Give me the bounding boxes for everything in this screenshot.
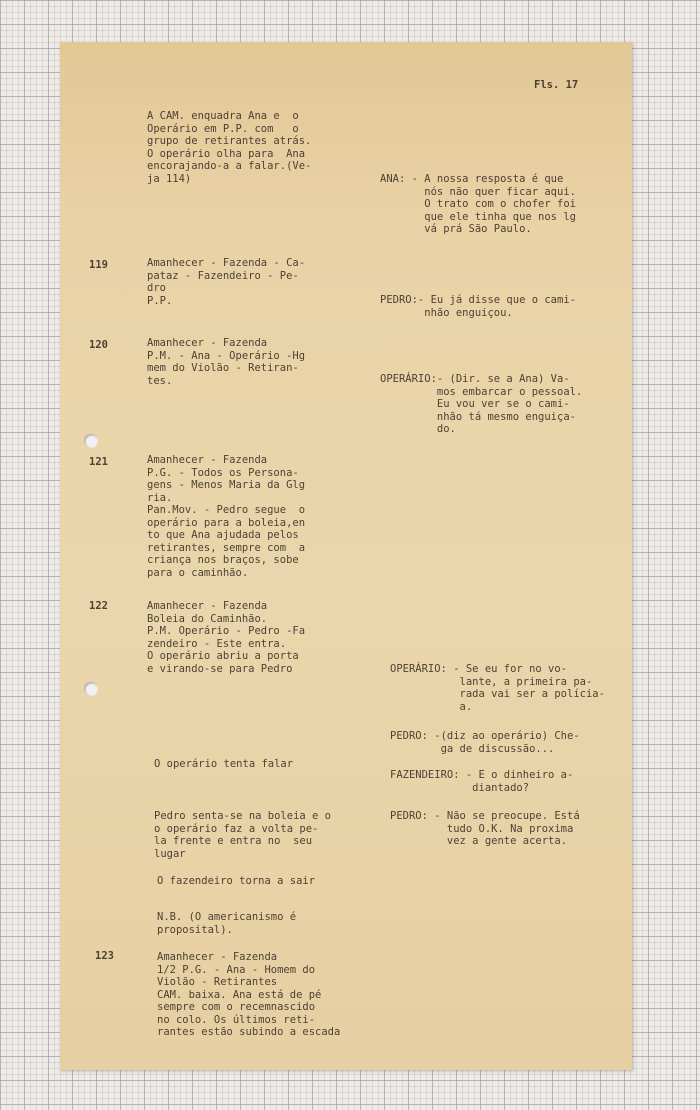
punch-hole-bottom — [84, 682, 98, 696]
scene-122-dialogue-operario: OPERÁRIO: - Se eu for no vo- lante, a primeira pa- rada vai ser a polícia- a. — [390, 663, 605, 713]
scene-120-dialogue: OPERÁRIO:- (Dir. se a Ana) Va- mos embarcar o pessoal. Eu vou ver se o cami- nhão tá mesmo enguiça- do. — [380, 373, 583, 435]
page-label: Fls. 17 — [534, 79, 579, 91]
scene-120-number: 120 — [89, 339, 108, 351]
scene-122-direction-4: O fazendeiro torna a sair — [157, 875, 316, 887]
scene-122-note: N.B. (O americanismo é proposital). — [157, 911, 297, 936]
scene-120-direction: Amanhecer - Fazenda P.M. - Ana - Operário -Hg mem do Violão - Retiran- tes. — [147, 337, 306, 387]
scene-118-dialogue: ANA: - A nossa resposta é que nós não quer ficar aqui. O trato com o chofer foi que ele tinha que nos lg vá prá São Paulo. — [380, 173, 576, 235]
scene-122-dialogue-fazendeiro: FAZENDEIRO: - E o dinheiro a- diantado? — [390, 769, 574, 794]
scene-122-number: 122 — [89, 600, 108, 612]
scene-119-direction: Amanhecer - Fazenda - Ca- pataz - Fazendeiro - Pe- dro P.P. — [147, 257, 306, 307]
scene-121-number: 121 — [89, 456, 108, 468]
scene-122-direction-3: Pedro senta-se na boleia e o o operário faz a volta pe- la frente e entra no seu lugar — [154, 810, 332, 860]
punch-hole-top — [84, 434, 98, 448]
scene-122-dialogue-pedro: PEDRO: -(diz ao operário) Che- ga de discussão... — [390, 730, 580, 755]
scene-122-direction: Amanhecer - Fazenda Boleia do Caminhão. P.M. Operário - Pedro -Fa zendeiro - Este entra. O operário abriu a porta e virando-se para Pedro — [147, 600, 306, 675]
scene-122-direction-2: O operário tenta falar — [154, 758, 294, 770]
scene-118-direction: A CAM. enquadra Ana e o Operário em P.P. com o grupo de retirantes atrás. O operário olha para Ana encorajando-a a falar.(Ve- ja 114) — [147, 110, 312, 185]
scene-119-number: 119 — [89, 259, 108, 271]
scene-119-dialogue: PEDRO:- Eu já disse que o cami- nhão enguiçou. — [380, 294, 576, 319]
scene-123-number: 123 — [95, 950, 114, 962]
scene-122-dialogue-pedro-2: PEDRO: - Não se preocupe. Está tudo O.K. Na proxima vez a gente acerta. — [390, 810, 580, 847]
scene-121-direction: Amanhecer - Fazenda P.G. - Todos os Persona- gens - Menos Maria da Glg ria. Pan.Mov. - Pedro segue o operário para a boleia,en to que Ana ajudada pelos retirantes, sempre com a criança nos braços, sobe para o caminhão. — [147, 454, 306, 579]
scene-123-direction: Amanhecer - Fazenda 1/2 P.G. - Ana - Homem do Violão - Retirantes CAM. baixa. Ana está de pé sempre com o recemnascido no colo. Os últimos reti- rantes estão subindo a escada — [157, 951, 341, 1038]
script-page — [60, 42, 632, 1070]
